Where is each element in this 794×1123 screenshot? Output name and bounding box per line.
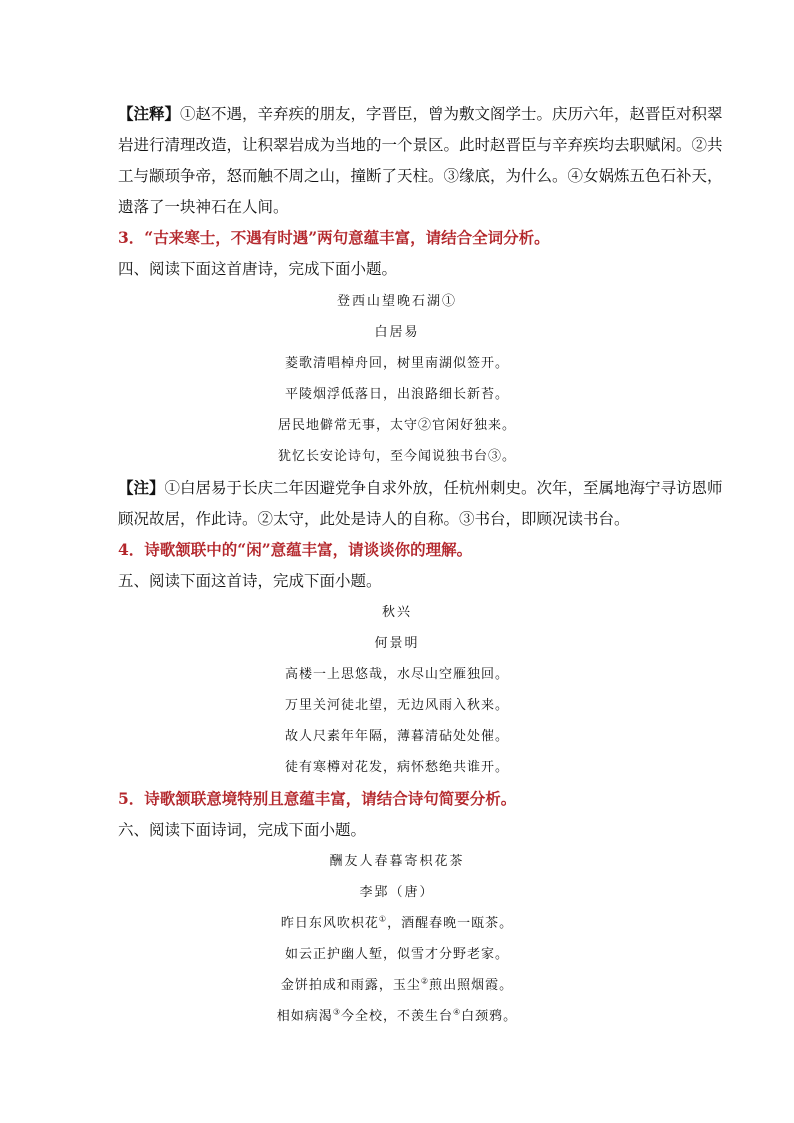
poem-6-line-4-part-c: 白颈鸦。	[461, 1009, 518, 1024]
poem-6-line-2: 如云正护幽人堑，似雪才分野老家。	[284, 947, 509, 962]
poem-4-note-text: ①白居易于长庆二年因避党争自求外放，任杭州刺史。次年，至属地海宁寻访恩师	[164, 479, 723, 497]
poem-5-line-3: 故人尺素年年隔，薄暮清砧处处催。	[284, 729, 509, 744]
poem-6-line-4	[0, 1007, 794, 1027]
poem-6-line-1-part-a: 昨日东风吹枳花	[280, 916, 379, 931]
annotation-line-3: 工与颛顼争帝，怒而触不周之山，撞断了天柱。③缘底，为什么。④女娲炼五色石补天，	[118, 167, 723, 185]
poem-4-note-line-1	[118, 478, 723, 498]
poem-6-line-3-footnote-mark: ②	[420, 976, 430, 986]
poem-6-line-3	[0, 976, 794, 996]
poem-6-line-3-part-a: 金饼拍成和雨露，玉尘	[280, 978, 421, 993]
poem-4-line-3: 居民地僻常无事，太守②官闲好独来。	[277, 418, 516, 433]
poem-6-line-1-footnote-mark: ①	[378, 914, 388, 924]
poem-5-line-2: 万里关河徒北望，无边风雨入秋来。	[284, 698, 509, 713]
poem-6-title: 酬友人春暮寄枳花茶	[329, 854, 465, 869]
poem-6-line-4-footnote-mark-2: ④	[453, 1007, 462, 1017]
poem-6-line-1-part-b: ，酒醒春晚一瓯茶。	[387, 916, 514, 931]
poem-5-line-4: 徒有寒樽对花发，病怀愁绝共谁开。	[284, 760, 509, 775]
question-3: 3．“古来寒士，不遇有时遇”两句意蕴丰富，请结合全词分析。	[118, 228, 550, 247]
poem-4-line-1: 菱歌清唱棹舟回，树里南湖似签开。	[284, 356, 509, 371]
poem-5-author: 何景明	[374, 636, 420, 651]
poem-5-title: 秋兴	[381, 605, 412, 620]
poem-4-note-label: 【注】	[118, 478, 165, 497]
poem-6-line-3-part-b: 煎出照烟霞。	[429, 978, 514, 993]
poem-4-line-4: 犹忆长安论诗句，至今闻说独书台③。	[277, 449, 516, 464]
poem-6-line-4-part-a: 相如病渴	[276, 1009, 333, 1024]
poem-6-line-1	[0, 914, 794, 934]
section-6-heading: 六、阅读下面诗词，完成下面小题。	[118, 821, 367, 839]
poem-4-line-2: 平陵烟浮低落日，出浪路细长新苔。	[284, 387, 509, 402]
annotation-line-2: 岩进行清理改造，让积翠岩成为当地的一个景区。此时赵晋臣与辛弃疾均去职赋闲。②共	[118, 136, 723, 154]
section-5-heading: 五、阅读下面这首诗，完成下面小题。	[118, 572, 382, 590]
annotation-label: 【注释】	[118, 104, 181, 123]
poem-5-line-1: 高楼一上思悠哉，水尽山空雁独回。	[284, 667, 509, 682]
annotation-line-4: 遗落了一块神石在人间。	[118, 198, 289, 216]
question-4: 4．诗歌颔联中的“闲”意蕴丰富，请谈谈你的理解。	[118, 540, 473, 559]
question-5: 5．诗歌颔联意境特别且意蕴丰富，请结合诗句简要分析。	[118, 789, 517, 808]
poem-4-title: 登西山望晚石湖①	[336, 294, 457, 309]
section-4-heading: 四、阅读下面这首唐诗，完成下面小题。	[118, 260, 398, 278]
poem-6-line-4-footnote-mark-1: ③	[332, 1007, 341, 1017]
poem-6-author: 李郢（唐）	[359, 885, 435, 900]
poem-6-line-4-part-b: 今全校，不羡生台	[340, 1009, 453, 1024]
annotation-line-1	[118, 104, 723, 124]
poem-4-note-line-2: 顾况故居，作此诗。②太守，此处是诗人的自称。③书台，即顾况读书台。	[118, 510, 630, 528]
poem-4-author: 白居易	[374, 325, 420, 340]
annotation-text: ①赵不遇，辛弃疾的朋友，字晋臣，曾为敷文阁学士。庆历六年，赵晋臣对积翠	[180, 105, 723, 123]
